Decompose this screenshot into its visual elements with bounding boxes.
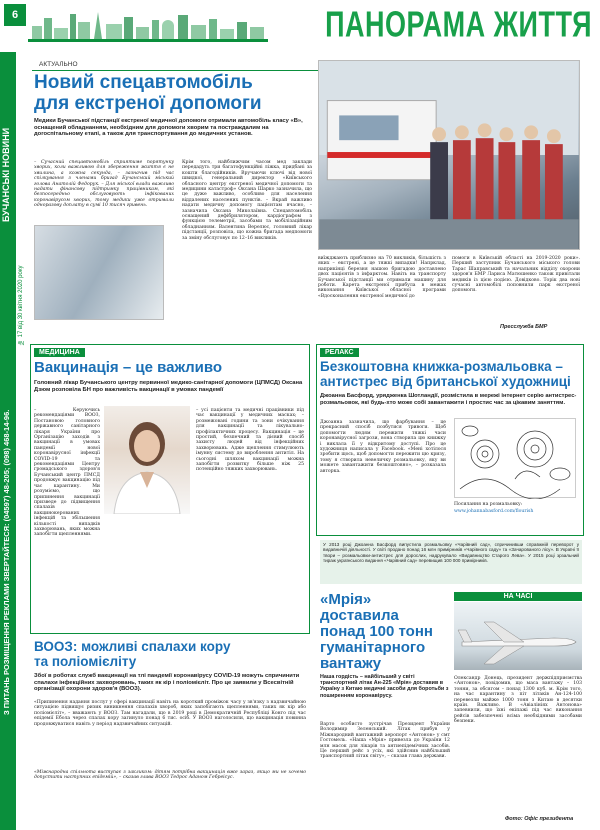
coloring-title-line2: антистрес від британської художниці: [320, 374, 571, 389]
section-label-actual: АКТУАЛЬНО: [39, 61, 78, 68]
article-col4: помоги в Київській області на 2019-2020 роки». Перший заступник Бучанського міського голови Тарас Шаправський та начальник відділу охорони здоров'я БМР Лариса Матюшенко також привітали медиків із цією подією. Довідково. Торік два нові сучасні автомобілі поповнили парк екстреної допомоги.: [452, 256, 580, 294]
side-ad-contacts: З ПИТАНЬ РОЗМІЩЕННЯ РЕКЛАМИ ЗВЕРТАЙТЕСЯ: (04597) 48-205; (098) 468-14-96.: [2, 409, 11, 716]
section-label-news: НА ЧАСІ: [454, 592, 582, 601]
section-label-medicine: МЕДИЦИНА: [34, 348, 85, 357]
mriya-body-right: Олександр Донець, президент держпідприємства «Антонов», повідомив, що маса вантажу – 103 тонни, за обсягом – понад 1300 куб. м. Крім того, на час карантину з піт літаків Ан-124-100 перевезли майже 1000 тонн з Китаю в десятки країн. Важливо. В «Авіалініях Антонова» запевнили, що їхні екіпажі під час виконання рейсів забезпечені всіма необхідними засобами безпеки.: [454, 676, 582, 725]
divider: [32, 70, 322, 71]
article-lead: Медики Бучанської підстанції екстреної медичної допомоги отримали автомобіль класу «В», оснащений обладнанням, необхідним для допомоги хворим та постраждалим на догоспітальному етапі, а також для транспортування до медичних установ.: [34, 118, 303, 138]
article-title-line1: Новий спецавтомобіль: [34, 72, 253, 93]
ambulance-interior-photo: [34, 225, 164, 320]
article-col3: виїжджають приблизно на 70 викликів, більшість з яких – екстрені, а це тяжкі випадки! Напрклад, наприкінці березня нашою бригадою доставлено двох пацієнтів з інфарктом. Навіть на транспорту Бучанської підстанції ми отримали машину для роботи. Карета екстреної прибула в межах виконання Київської обласної програми «Вдосконалення екстреної медичної до: [318, 256, 446, 299]
coloring-title-line1: Безкоштовна книжка-розмальовка –: [320, 359, 563, 374]
article-col1: – Сучасний спецавтомобіль сприятиме порятунку хворих, коли важливою для збереження життя є не хвилина, а кожна секунда, – зазначив під час спілкування з членами бригад Бучанський міський голова Анатолій Федорук. – Для міської влади важливо надати фінансову підтримку працівникам, які безпосередньо обслуговують інфікованих коронавірусом хворих, тому медики уже отримали одноразову доплату в сумі 10 тисяч гривень.: [34, 160, 174, 209]
coloring-link[interactable]: www.johannabasford.com/flourish: [454, 509, 534, 514]
doctor-silhouette: [104, 406, 190, 514]
coloring-note: У 2013 році Джоанна Басфорд випустила розмальовку «Чарівний сад», спричинивши справжній переворот у видавничій діяльності. У світі продано понад 16 млн примірників «Чарівного саду» та «Зачарованого лісу». В Україні її твори – розмальовки-антистрес для дорослих, надрукувало «Видавництво Старого Лева». У 2015 році зрзальний тираж українського видання «Чарівний сад» перевищив 100 000 примірників.: [320, 540, 582, 584]
article-col2: Крім того, найближчим часом мед заклади передадуть три багатофункційні ліжка, придбані за кошти благодійників. Вручаючи ключі від нової швидкої, генеральний директор «Київського обласного центру екстреної медичної допомоги та медицини катастроф» Оксана Шарко зазначила, що це дуже важливо, особливо для населення віддалених населених пунктів. – Вкрай важливо надати медичну допомогу пацієнтам вчасно, – зазначила Оксана Миколаївна. Спецавтомобіль оснащений дефібрилятором, кардіографом з функцією телеметрії, засобами та мобілізаційним обладнанням. Валентина Верелюс, головний лікар підстанції, розповіла, що кожна бригада медпомоги за зміну обслуговує по 12–16 викликів.: [182, 160, 312, 241]
side-issue-date: № 17 від 30 квітня 2020 року: [18, 265, 24, 345]
section-label-relax: РЕЛАКС: [320, 348, 359, 357]
mriya-plane-photo: [454, 602, 582, 670]
mriya-lead: Наша гордість – найбільший у світі транспортний літак Ан-225 «Мрія» доставив в Україну з Китаю медичні засоби для боротьби з поширенням коронавірусу.: [320, 674, 449, 699]
who-title-line1: ВООЗ: можливі спалахи кору: [34, 639, 231, 654]
article-credit: Пресслужба БМР: [500, 324, 548, 330]
doctor-portrait: [104, 406, 190, 514]
vaccine-title: Вакцинація – це важливо: [34, 359, 223, 376]
coloring-lead: Джоанна Басфорд, урядженка Шотландії, розмістила в мережі інтернет серію антистрес-розмальовок, які будь-хто може собі завантажити і простис час за цікавим заняттям.: [320, 393, 577, 406]
people-silhouettes: [319, 61, 579, 249]
ambulance-team-photo: [318, 60, 580, 250]
mriya-body: Варто особисто зустрічав Президент України Володимир Зеленський. Літак прибув у Міжнародний вантажний аеропорт «Антонов» у смт Гостомель. «Наша «Мрія» привезла до України 12 млн масок для лікарів та антиепідемічних засобів. Це перший рейс з усіх, які здійснив найбільший транспортний літак світу», – сказав глава держави.: [320, 722, 450, 760]
mriya-title-line1: «Мрія»: [320, 591, 372, 608]
side-brand: БУЧАНСЬКІ НОВИНИ: [1, 127, 11, 223]
who-title-line2: та поліомієліту: [34, 654, 137, 669]
vaccine-col2: – усі пацієнти та медичні працівники під час вакцинації у медичних масках; – розмежовані години та зони очікування для вакцинації та лікувально-профілактичних процесу. Вакцинація – це простий, безпечний та дієвий спосіб захисту людей від інфекційних захворювань. Адже щеплення стимулюють імунну систему до вироблення антитіл. На сьогодні шляхом вакцинації можна запобігти розвитку більше ніж 25 потенційно тяжких захворювань.: [196, 408, 304, 473]
section-banner-title: ПАНОРАМА ЖИТТЯ: [325, 4, 592, 45]
who-lead: Збої в роботах служб вакцинації на тлі пандемії коронавірусу COVID-19 можуть спричинити спалахи інфекційних захворювань, таких як кір і поліомієліт. Про це заявили у Всесвітній організації охорони здоров'я (ВООЗ).: [34, 673, 300, 693]
coloring-link-label: Посилання на розмальовку:: [454, 502, 523, 507]
who-body: «Припинення надання послуг у сфері вакцинації навіть на короткий проміжок часу у зв'язку з надзвичайною ситуацією підвищує ризик виникнення спалахів хвороб, яких запобігають щепленнями, таких як кір або поліомієліт», – вважають у ВООЗ. Там нагадали, що в 2019 році в Демократичній Республіці Конго під час епідемії Ебола через спалах кору загинуло понад 6 тис. осіб. У ВООЗ наголосили, що вакцинація повинна продовжуватися навіть у період надзвичайних ситуацій.: [34, 700, 306, 727]
article-title-line2: для екстреної допомоги: [34, 93, 262, 114]
city-skyline-graphic: [28, 8, 268, 42]
mriya-title-line5: вантажу: [320, 655, 382, 672]
mriya-title-line2: доставила: [320, 607, 399, 624]
mriya-title-line4: гуманітарного: [320, 639, 426, 656]
coloring-body: Джоанна зазначила, що фарбування – це прекрасний спосіб позбутися тривоги. Щоб допомогти людям пережити тяжкі часи коронавірусної загрози, вона створила цю книжку і виклала її у відкритому доступі. Про це художниця написала у Facebook. «Мені хотілося зробити щось, щоб допомогти пережити цю кризу, тому я створила невеличку розмальовку, яку ви можете завантажити безкоштовно», – розказала авторка.: [320, 420, 446, 474]
coloring-illustration: [454, 418, 576, 498]
plane-silhouette: [454, 602, 582, 670]
page-number: 6: [4, 4, 26, 26]
vaccine-col1: – Керуючись рекомендаціями ВООЗ, Постановою головного державного санітарного лікаря України про Організацію заходів з вакцинації в умовах пандемії нової коронавірусної інфекції COVID-19 та рекомендаціями Центру громадського здоров'я Бучанський центр ПМСД продовжує вакцинацію під час карантину. Ми розуміємо, що припинення вакцинації призведе до підвищення спалахів вакцинокерованих інфекцій та збільшення кількості випадків захворювань, яких можна запобігти щепленнями.: [34, 408, 100, 538]
mriya-title-line3: понад 100 тонн: [320, 623, 433, 640]
vaccine-lead: Головний лікар Бучанського центру первинної медико-санітарної допомоги (ЦПМСД) Оксана Дзюм розповіла БН про важливість вакцинації в умовах пандемії: [34, 380, 303, 393]
floral-pattern: [455, 419, 577, 499]
mriya-credit: Фото: Офіс президента: [505, 816, 574, 822]
who-quote: «Міжнародна спільнота виступає з закликом: дітям потрібна вакцинація вже зараз, якщо ми не хочемо допустити наступних епідемій», – сказав глава ВООЗ Тедрос Аданом Гебреісус.: [34, 770, 306, 781]
